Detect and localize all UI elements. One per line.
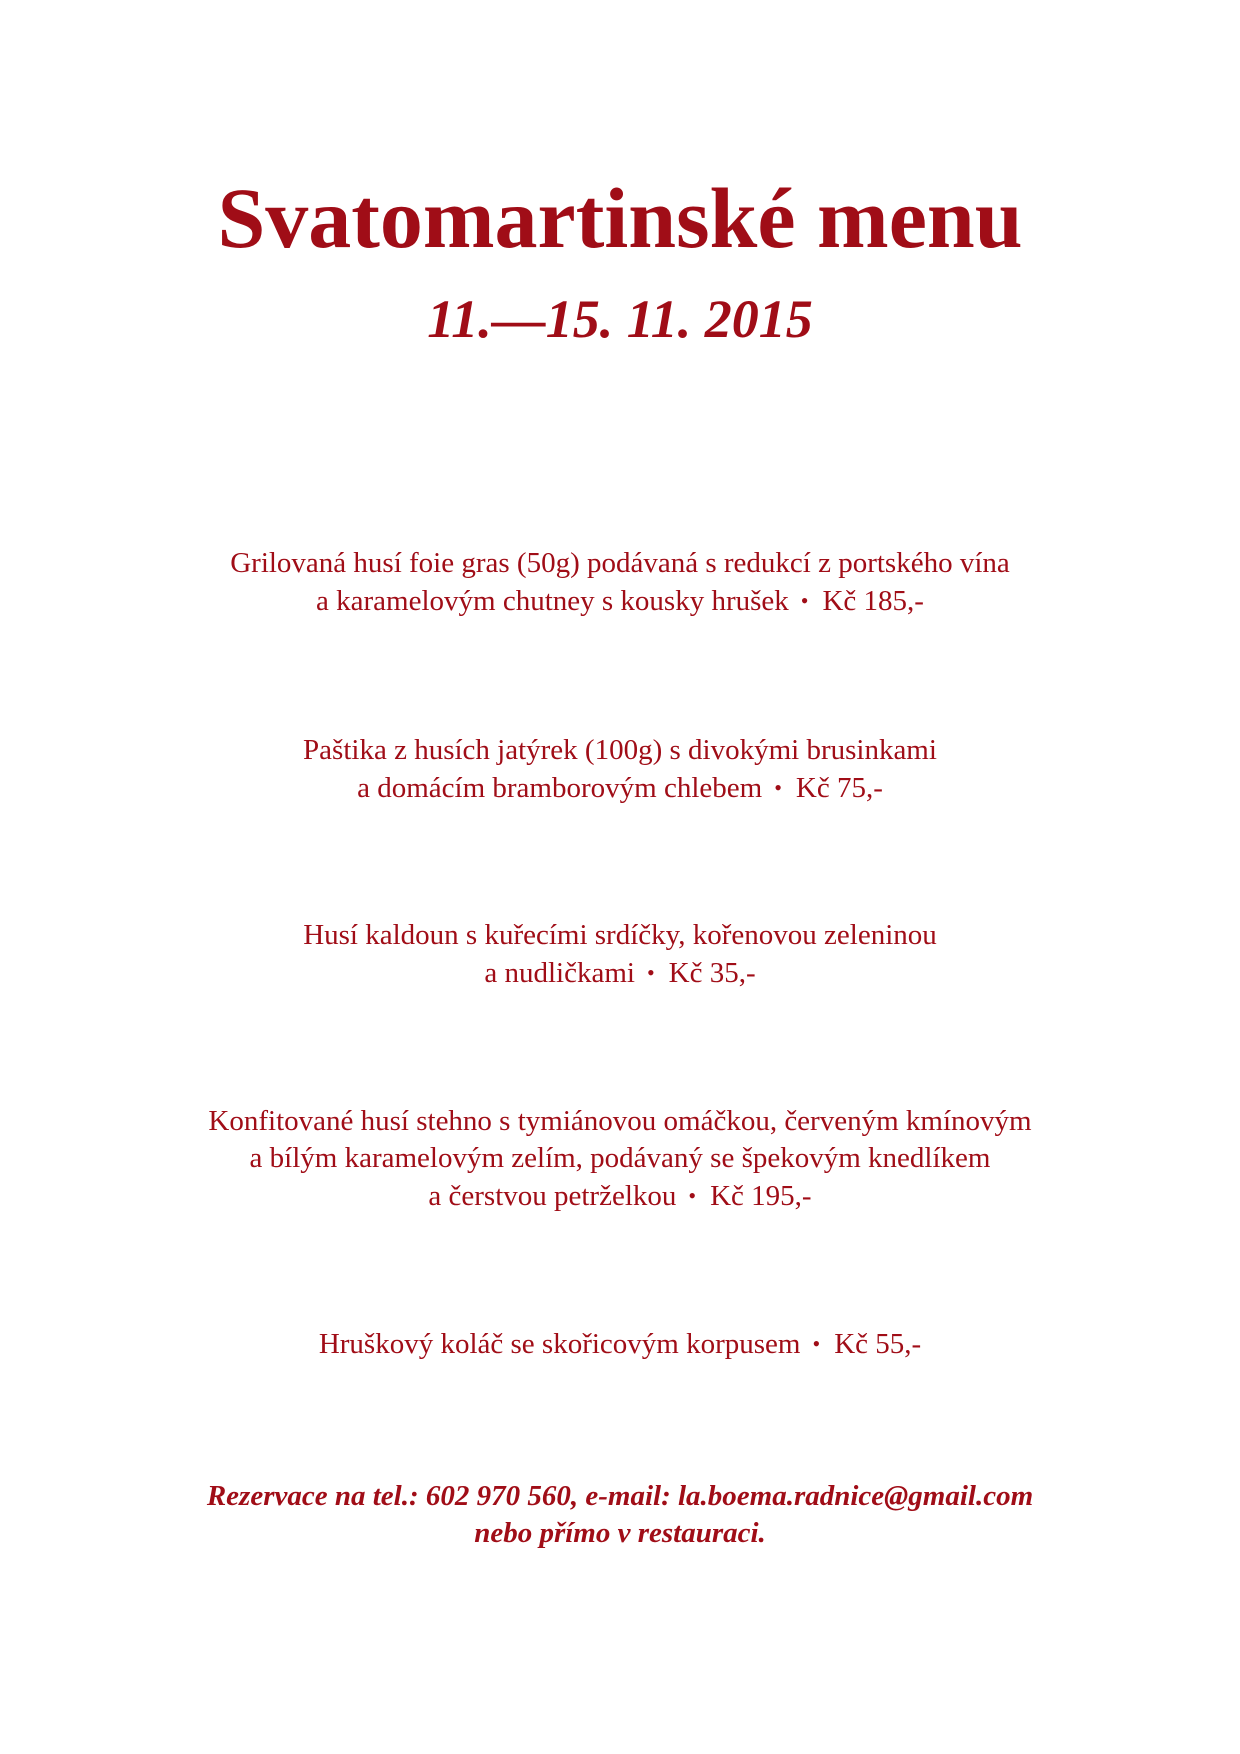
menu-item-description: Paštika z husích jatýrek (100g) s divokými brusinkami xyxy=(303,734,937,766)
reservation-contact: Rezervace na tel.: 602 970 560, e-mail: la.boema.radnice@gmail.com xyxy=(206,1480,1034,1512)
bullet-separator: • xyxy=(800,588,809,613)
menu-item-price: Kč 195,- xyxy=(710,1180,812,1212)
bullet-separator: • xyxy=(812,1331,821,1356)
menu-item-description: a nudličkami xyxy=(484,957,635,989)
reservation-info xyxy=(0,1478,1240,1552)
menu-item-price: Kč 185,- xyxy=(822,585,924,617)
menu-item xyxy=(0,1325,1240,1363)
menu-item-line xyxy=(0,582,1240,620)
menu-item-description: Husí kaldoun s kuřecími srdíčky, kořenovou zeleninou xyxy=(303,919,937,951)
menu-item-line xyxy=(0,1325,1240,1363)
menu-item-line xyxy=(0,954,1240,992)
menu-item-description: Hruškový koláč se skořicovým korpusem xyxy=(318,1328,801,1360)
reservation-note: nebo přímo v restauraci. xyxy=(474,1517,766,1549)
menu-item-description: Grilovaná husí foie gras (50g) podávaná s redukcí z portského vína xyxy=(230,547,1010,579)
menu-item-line xyxy=(0,769,1240,807)
menu-item-price: Kč 35,- xyxy=(668,957,756,989)
menu-item xyxy=(0,545,1240,620)
page-title: Svatomartinské menu xyxy=(217,170,1023,266)
bullet-separator: • xyxy=(774,775,782,800)
menu-item-description: a bílým karamelovým zelím, podávaný se špekovým knedlíkem xyxy=(249,1142,991,1174)
menu-date: 11.—15. 11. 2015 xyxy=(427,289,813,349)
bullet-separator: • xyxy=(646,960,655,985)
menu-item xyxy=(0,917,1240,992)
menu-item xyxy=(0,1103,1240,1215)
menu-item-description: a domácím bramborovým chlebem xyxy=(357,772,763,804)
bullet-separator: • xyxy=(688,1183,697,1208)
menu-item-price: Kč 55,- xyxy=(834,1328,922,1360)
menu-item-price: Kč 75,- xyxy=(795,772,883,804)
menu-item-description: a karamelovým chutney s kousky hrušek xyxy=(316,585,789,617)
menu-item-description: a čerstvou petrželkou xyxy=(428,1180,677,1212)
menu-item-description: Konfitované husí stehno s tymiánovou omáčkou, červeným kmínovým xyxy=(208,1105,1032,1137)
menu-item xyxy=(0,732,1240,807)
menu-item-line xyxy=(0,1177,1240,1215)
